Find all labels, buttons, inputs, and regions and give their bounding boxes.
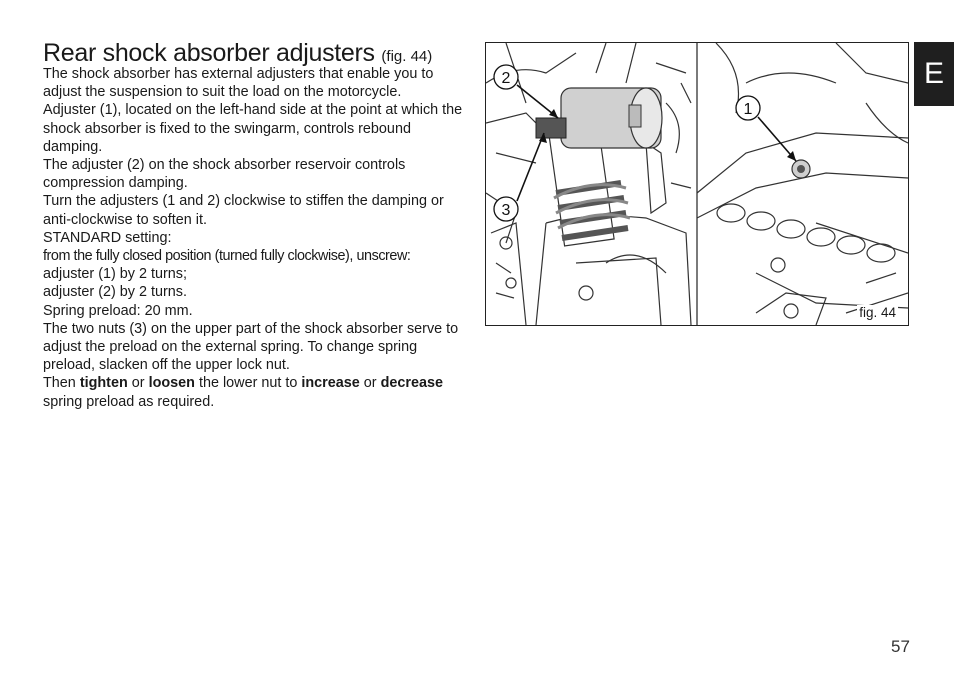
paragraph-adjuster-2-setting: adjuster (2) by 2 turns.	[43, 284, 187, 301]
text-run: or	[127, 375, 149, 392]
text-run: or	[359, 375, 381, 392]
figure-44	[485, 42, 909, 326]
callout-1-label: 1	[743, 101, 753, 118]
paragraph-rebound-adjuster: Adjuster (1), located on the left-hand side at the point at which the shock absorber is fixed to the swingarm, controls rebound damping.	[43, 102, 463, 155]
callout-1	[736, 96, 796, 161]
callout-3-label: 3	[501, 202, 511, 219]
page-number: 57	[891, 637, 910, 656]
shock-absorber-illustration	[486, 43, 908, 325]
bold-loosen: loosen	[148, 375, 195, 392]
text-run: the lower nut to	[194, 375, 302, 392]
paragraph-preload-adjust	[43, 374, 473, 410]
text-run: spring preload as required.	[43, 393, 215, 410]
paragraph-spring-preload: Spring preload: 20 mm.	[43, 302, 193, 319]
bold-decrease: decrease	[380, 375, 443, 392]
paragraph-intro: The shock absorber has external adjusters that enable you to adjust the suspension to suit the load on the motorcycle.	[43, 66, 434, 101]
text-run: Then	[43, 375, 80, 392]
paragraph-adjust-direction: Turn the adjusters (1 and 2) clockwise to stiffen the damping or anti-clockwise to soften it.	[43, 193, 444, 228]
language-tab: E	[914, 42, 954, 106]
figure-reference: (fig. 44)	[381, 48, 433, 65]
figure-caption: fig. 44	[859, 305, 896, 320]
paragraph-preload-nuts: The two nuts (3) on the upper part of the shock absorber serve to adjust the preload on the external spring. To change spring preload, slacken off the upper lock nut.	[43, 320, 459, 374]
paragraph-standard-heading: STANDARD setting:	[43, 229, 172, 246]
callout-3	[494, 133, 547, 221]
callout-2-label: 2	[501, 70, 511, 87]
callout-2	[494, 65, 558, 118]
swingarm-panel	[697, 43, 908, 325]
body-text	[43, 65, 473, 411]
bold-tighten: tighten	[79, 375, 128, 392]
rebound-adjuster-screw	[792, 160, 810, 178]
paragraph-compression-adjuster: The adjuster (2) on the shock absorber reservoir controls compression damping.	[43, 157, 406, 192]
title-text: Rear shock absorber adjusters	[43, 39, 375, 67]
bold-increase: increase	[301, 375, 360, 392]
paragraph-standard-instruction: from the fully closed position (turned fully clockwise), unscrew:	[43, 248, 411, 265]
paragraph-adjuster-1-setting: adjuster (1) by 2 turns;	[43, 266, 187, 283]
